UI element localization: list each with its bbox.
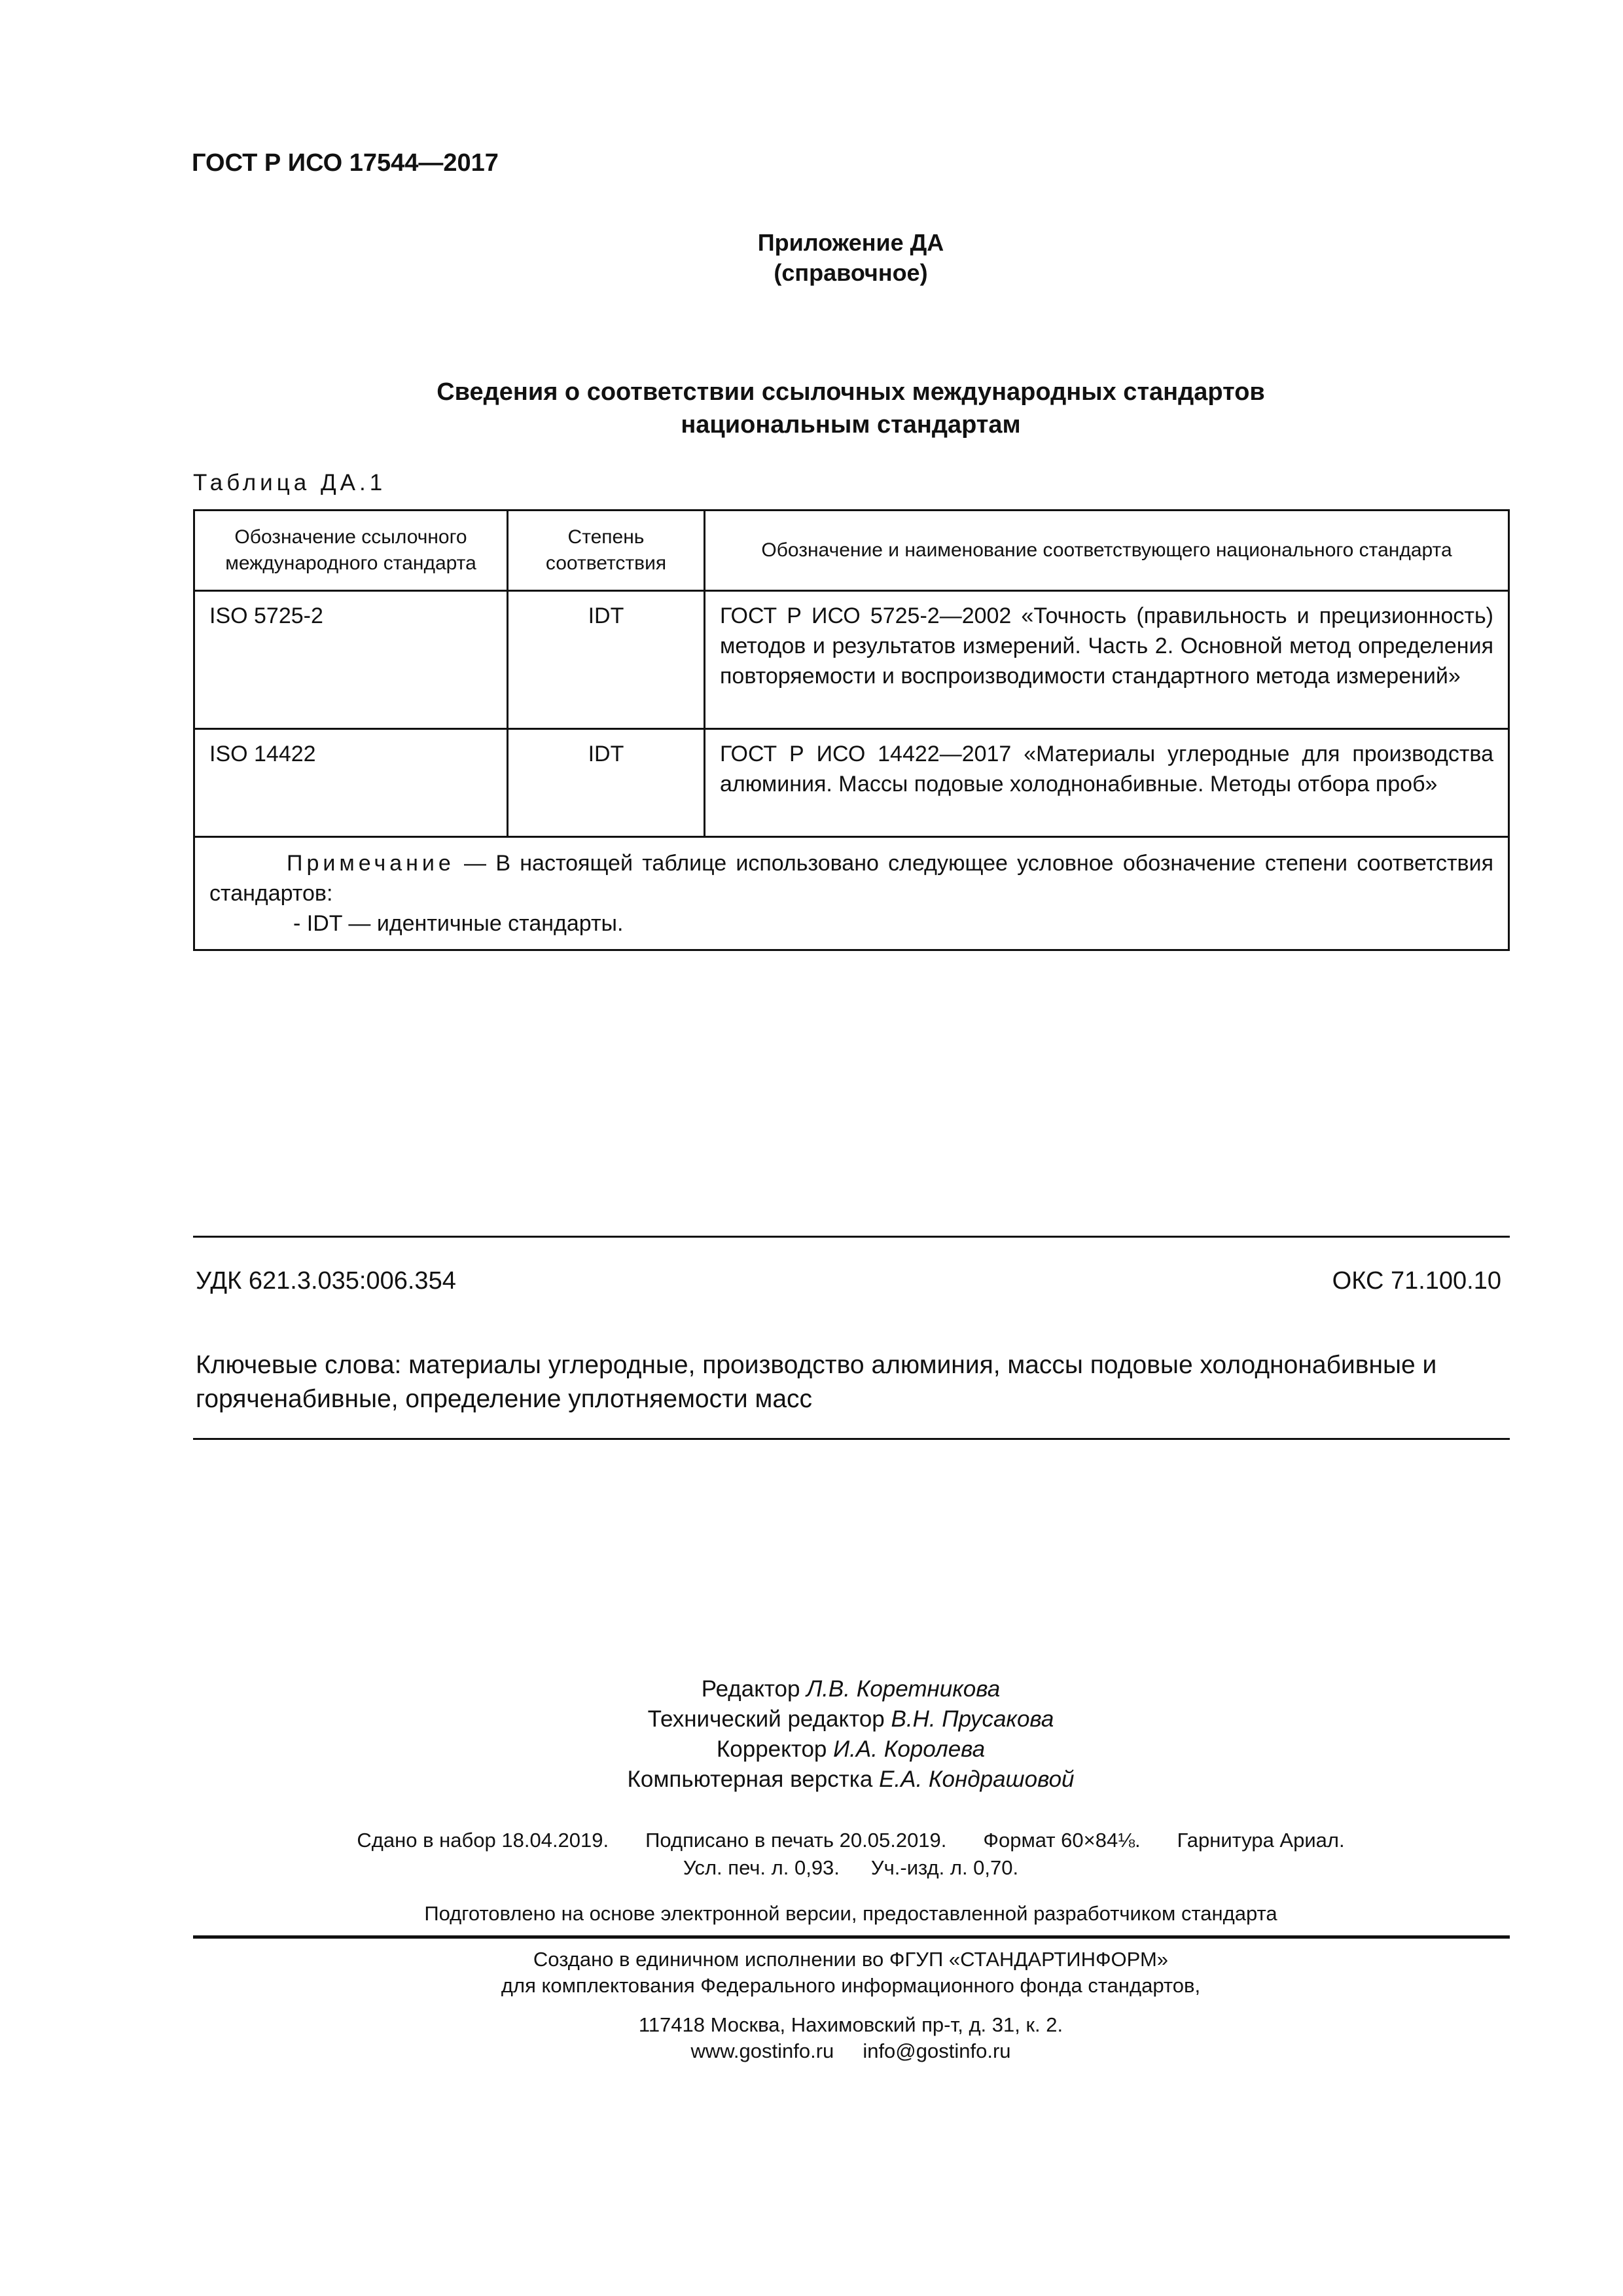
header-national-standard: Обозначение и наименование соответствующего национального стандарта (705, 511, 1509, 591)
appendix-title: Приложение ДА (757, 229, 944, 256)
credit-role: Компьютерная верстка (627, 1767, 873, 1792)
credit-name: В.Н. Прусакова (891, 1706, 1054, 1732)
keywords: Ключевые слова: материалы углеродные, производство алюминия, массы подовые холоднонабивные и горяченабивные, определение уплотняемости масс (196, 1351, 1437, 1413)
table-label: Таблица ДА.1 (193, 470, 387, 495)
prepared-note: Подготовлено на основе электронной версии, предоставленной разработчиком стандарта (424, 1902, 1277, 1925)
cell-degree: IDT (508, 591, 705, 729)
created-line2: для комплектования Федерального информационного фонда стандартов, (501, 1974, 1201, 1997)
note-text (209, 848, 1493, 908)
address: 117418 Москва, Нахимовский пр-т, д. 31, к. 2. (638, 2013, 1063, 2036)
note-prefix: Примечание (287, 851, 455, 876)
divider (193, 1438, 1510, 1440)
cell-ref: ISO 5725-2 (194, 591, 508, 729)
udk-code: УДК 621.3.035:006.354 (196, 1267, 456, 1295)
cell-ref: ISO 14422 (194, 729, 508, 837)
thick-divider (193, 1935, 1510, 1939)
credit-proofreader (0, 1734, 1623, 1765)
section-title-line2: национальным стандартам (681, 411, 1021, 439)
website-link[interactable]: www.gostinfo.ru (690, 2039, 834, 2062)
contacts (0, 2039, 1623, 2063)
created-line1: Создано в единичном исполнении во ФГУП «СТАНДАРТИНФОРМ» (533, 1948, 1169, 1971)
format: Формат 60×84⅛. (983, 1829, 1141, 1852)
cell-national: ГОСТ Р ИСО 5725-2—2002 «Точность (правильность и прецизионность) методов и результатов измерений. Часть 2. Основной метод определения повторяемости и воспроизводимости стандартного метода измерений» (705, 591, 1509, 729)
section-title-line1: Сведения о соответствии ссылочных международных стандартов (437, 378, 1265, 406)
publication-info-line1 (0, 1829, 1623, 1852)
print-sheets: Усл. печ. л. 0,93. (683, 1856, 840, 1879)
credit-name: Л.В. Коретникова (806, 1676, 1001, 1702)
publisher-sheets: Уч.-изд. л. 0,70. (870, 1856, 1019, 1879)
divider (193, 1236, 1510, 1238)
header-ref-standard: Обозначение ссылочного международного стандарта (194, 511, 508, 591)
document-code: ГОСТ Р ИСО 17544—2017 (192, 149, 499, 177)
table-row (194, 591, 1509, 729)
table-note-row (194, 837, 1509, 950)
cell-national: ГОСТ Р ИСО 14422—2017 «Материалы углеродные для производства алюминия. Массы подовые холоднонабивные. Методы отбора проб» (705, 729, 1509, 837)
credit-role: Редактор (701, 1676, 800, 1702)
header-degree: Степень соответствия (508, 511, 705, 591)
credit-layout (0, 1765, 1623, 1795)
note-item: - IDT — идентичные стандарты. (293, 911, 624, 936)
publication-info-line2 (0, 1856, 1623, 1880)
credit-role: Корректор (716, 1736, 827, 1762)
sent-date: Сдано в набор 18.04.2019. (357, 1829, 609, 1852)
typeface: Гарнитура Ариал. (1177, 1829, 1345, 1852)
table-row (194, 729, 1509, 837)
table-note (194, 837, 1509, 950)
credit-role: Технический редактор (647, 1706, 885, 1732)
credit-tech-editor (0, 1704, 1623, 1734)
appendix-subtitle: (справочное) (774, 259, 928, 286)
credit-name: Е.А. Кондрашовой (879, 1767, 1075, 1792)
oks-code: ОКС 71.100.10 (1332, 1267, 1501, 1295)
table-header-row (194, 511, 1509, 591)
signed-date: Подписано в печать 20.05.2019. (645, 1829, 947, 1852)
correspondence-table (193, 509, 1510, 951)
email-link[interactable]: info@gostinfo.ru (863, 2039, 1011, 2062)
credit-name: И.А. Королева (833, 1736, 986, 1762)
credit-editor (0, 1674, 1623, 1704)
cell-degree: IDT (508, 729, 705, 837)
note-body: — В настоящей таблице использовано следующее условное обозначение степени соответствия стандартов: (209, 851, 1493, 906)
